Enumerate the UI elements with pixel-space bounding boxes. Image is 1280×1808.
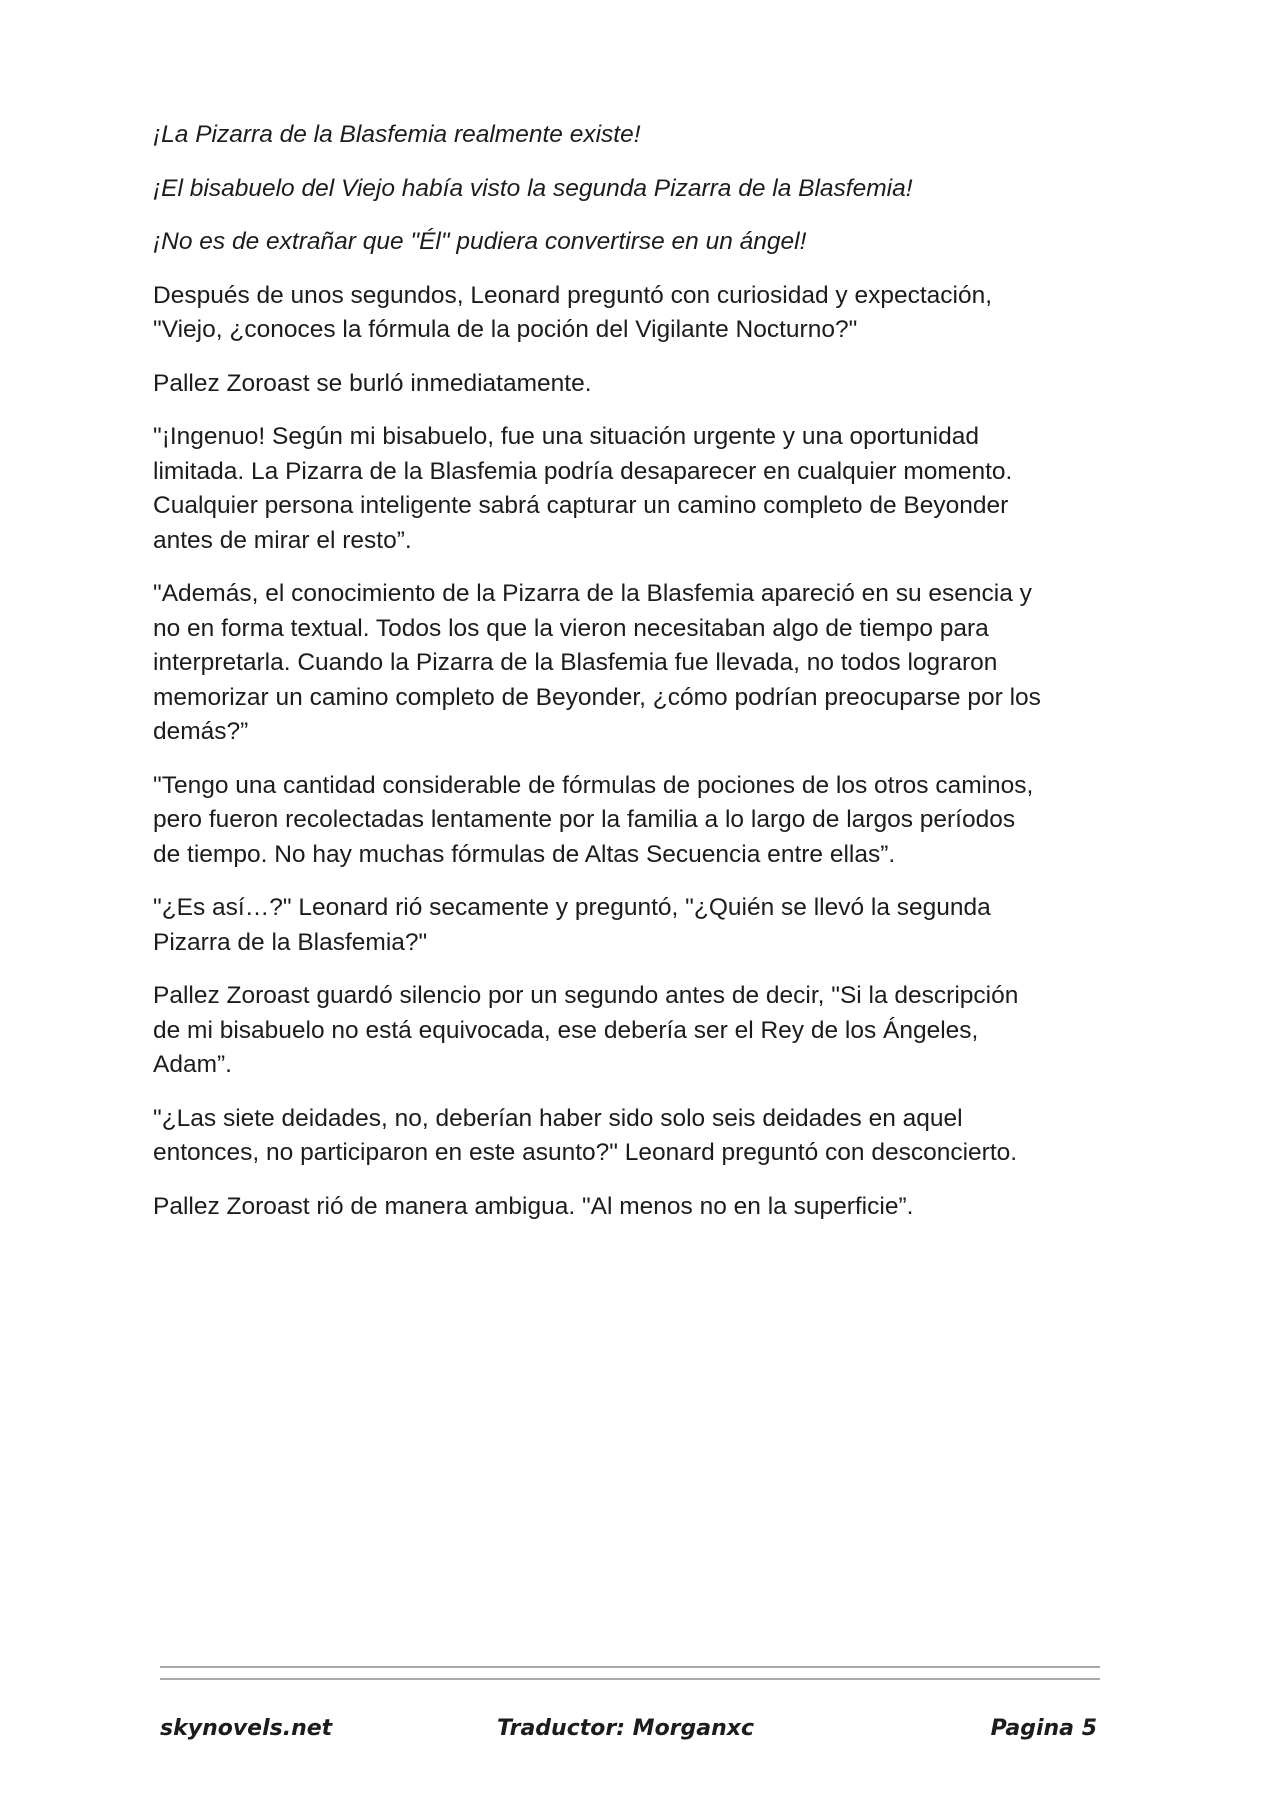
footer-divider-top (160, 1666, 1100, 1668)
paragraph-line: "¡Ingenuo! Según mi bisabuelo, fue una situación urgente y una oportunidad (153, 423, 979, 450)
paragraph-line: de mi bisabuelo no está equivocada, ese debería ser el Rey de los Ángeles, (153, 1016, 979, 1044)
paragraph-10 (153, 979, 1113, 1083)
paragraph-line: limitada. La Pizarra de la Blasfemia podría desaparecer en cualquier momento. (153, 457, 1013, 485)
paragraph-line: "¿Es así…?" Leonard rió secamente y preguntó, "¿Quién se llevó la segunda (153, 894, 991, 921)
paragraph-line: Pallez Zoroast se burló inmediatamente. (153, 369, 592, 397)
footer-translator: Traductor: Morganxc (497, 1716, 755, 1741)
paragraph-12 (153, 1190, 1113, 1225)
paragraph-8 (153, 769, 1113, 873)
footer-divider-bottom (160, 1678, 1100, 1680)
paragraph-line: demás?” (153, 718, 249, 745)
paragraph-line: memorizar un camino completo de Beyonder, ¿cómo podrían preocuparse por los (153, 683, 1041, 711)
paragraph-italic-2: ¡El bisabuelo del Viejo había visto la segunda Pizarra de la Blasfemia! (153, 174, 913, 202)
paragraph-4 (153, 279, 1113, 348)
paragraph-line: Cualquier persona inteligente sabrá capturar un camino completo de Beyonder (153, 492, 1009, 519)
paragraph-7 (153, 577, 1113, 750)
paragraph-line: Pizarra de la Blasfemia?" (153, 928, 428, 956)
paragraph-line: Pallez Zoroast guardó silencio por un segundo antes de decir, "Si la descripción (153, 982, 1019, 1009)
paragraph-line: "¿Las siete deidades, no, deberían haber sido solo seis deidades en aquel (153, 1104, 963, 1132)
paragraph-italic-1: ¡La Pizarra de la Blasfemia realmente existe! (153, 121, 641, 148)
footer-site: skynovels.net (160, 1716, 333, 1741)
paragraph-9 (153, 891, 1113, 960)
paragraph-line: "Además, el conocimiento de la Pizarra de la Blasfemia apareció en su esencia y (153, 580, 1032, 607)
paragraph-line: "Viejo, ¿conoces la fórmula de la poción del Vigilante Nocturno?" (153, 316, 858, 343)
paragraph-italic-3: ¡No es de extrañar que "Él" pudiera convertirse en un ángel! (153, 228, 807, 255)
paragraph-line: antes de mirar el resto”. (153, 526, 412, 554)
footer-page-number: Pagina 5 (990, 1716, 1097, 1741)
document-body (153, 118, 1113, 1243)
paragraph-line: no en forma textual. Todos los que la vieron necesitaban algo de tiempo para (153, 614, 989, 642)
paragraph-6 (153, 420, 1113, 558)
page-footer (160, 1716, 1100, 1746)
paragraph-line: Adam”. (153, 1051, 232, 1078)
paragraph-line: entonces, no participaron en este asunto?" Leonard preguntó con desconcierto. (153, 1139, 1018, 1166)
paragraph-line: Pallez Zoroast rió de manera ambigua. "Al menos no en la superficie”. (153, 1192, 914, 1220)
paragraph-line: Después de unos segundos, Leonard preguntó con curiosidad y expectación, (153, 281, 993, 309)
paragraph-line: "Tengo una cantidad considerable de fórmulas de pociones de los otros caminos, (153, 771, 1034, 799)
paragraph-5 (153, 367, 1113, 402)
paragraph-line: de tiempo. No hay muchas fórmulas de Altas Secuencia entre ellas”. (153, 840, 896, 868)
paragraph-line: interpretarla. Cuando la Pizarra de la Blasfemia fue llevada, no todos lograron (153, 649, 998, 676)
paragraph-11 (153, 1102, 1113, 1171)
paragraph-line: pero fueron recolectadas lentamente por la familia a lo largo de largos períodos (153, 806, 1016, 833)
